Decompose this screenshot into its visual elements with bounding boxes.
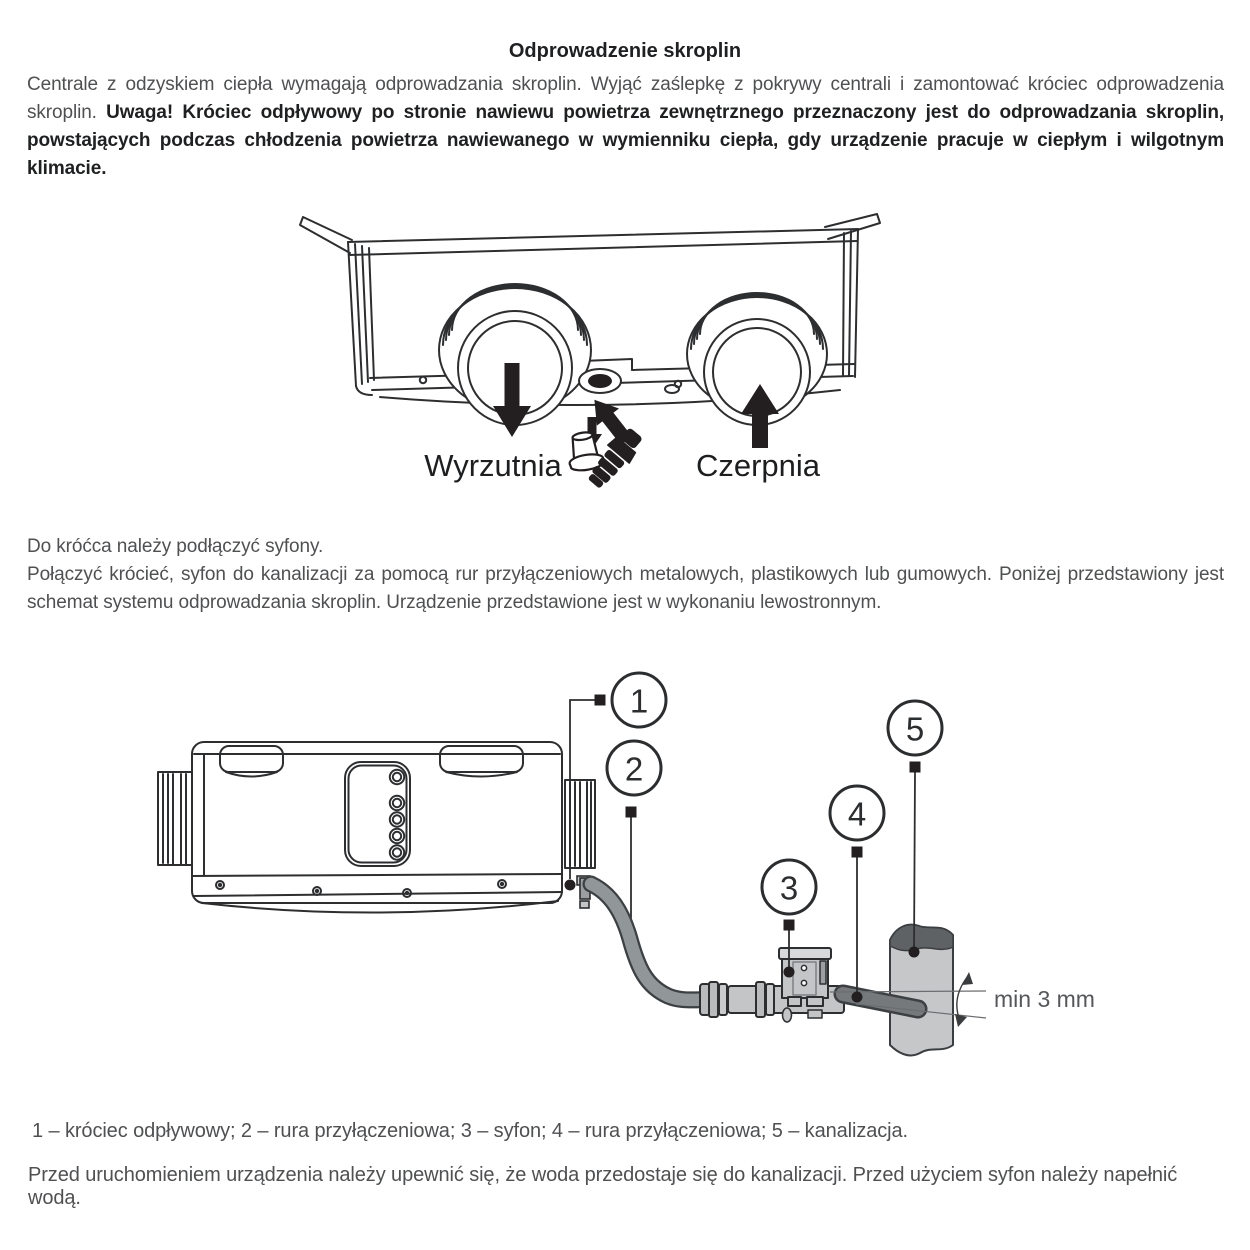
unit-side-view bbox=[158, 742, 595, 913]
svg-text:3: 3 bbox=[779, 869, 799, 907]
diagram-legend: 1 – króciec odpływowy; 2 – rura przyłączeniowa; 3 – syfon; 4 – rura przyłączeniowa; 5 – kanalizacja. bbox=[32, 1120, 908, 1142]
label-intake: Czerpnia bbox=[695, 448, 821, 483]
callout-2 bbox=[607, 741, 661, 795]
svg-text:4: 4 bbox=[847, 795, 867, 833]
diagram-drainage-system bbox=[130, 655, 1150, 1115]
svg-text:1: 1 bbox=[629, 682, 649, 720]
diagram-condensate-ports bbox=[280, 200, 920, 500]
callout-4 bbox=[830, 786, 884, 840]
svg-text:5: 5 bbox=[905, 710, 925, 748]
intro-regular-text: Centrale z odzyskiem ciepła wymagają odprowadzania skroplin. Wyjąć zaślepkę z pokrywy centrali i zamontować króciec odprowadzenia skroplin. bbox=[27, 74, 1224, 123]
callout-1 bbox=[612, 673, 666, 727]
syphon-assembly bbox=[700, 948, 844, 1022]
callout-5 bbox=[888, 701, 942, 755]
intro-paragraph bbox=[27, 71, 1224, 183]
connection-notes bbox=[27, 533, 1224, 617]
sewage-pipe bbox=[890, 925, 953, 1056]
callout-3 bbox=[762, 860, 816, 914]
syphon-note-line: Do króćca należy podłączyć syfony. bbox=[27, 536, 324, 557]
pipe-cut-cap bbox=[890, 925, 953, 951]
connection-hose bbox=[591, 884, 707, 1000]
svg-text:2: 2 bbox=[624, 750, 644, 788]
intro-bold-warning: Uwaga! Króciec odpływowy po stronie nawiewu powietrza zewnętrznego przeznaczony jest do odprowadzania skroplin, powstających podczas chłodzenia powietrza nawiewanego w wymienniku ciepła, gdy urządzenie pracuje w ciepłym i wilgotnym klimacie. bbox=[27, 102, 1225, 179]
min-slope-label: min 3 mm bbox=[994, 986, 1095, 1012]
page-title: Odprowadzenie skroplin bbox=[508, 40, 742, 62]
connection-note-line: Połączyć krócieć, syfon do kanalizacji za pomocą rur przyłączeniowych metalowych, plastikowych lub gumowych. Poniżej przedstawiony jest schemat systemu odprowadzania skroplin. Urządzenie przedstawione jest w wykonaniu lewostronnym. bbox=[27, 564, 1224, 613]
label-exhaust: Wyrzutnia bbox=[424, 448, 562, 483]
leader-line-5 bbox=[914, 772, 915, 952]
footer-note: Przed uruchomieniem urządzenia należy upewnić się, że woda przedostaje się do kanalizacji. Przed użyciem syfon należy napełnić wodą. bbox=[28, 1164, 1178, 1209]
